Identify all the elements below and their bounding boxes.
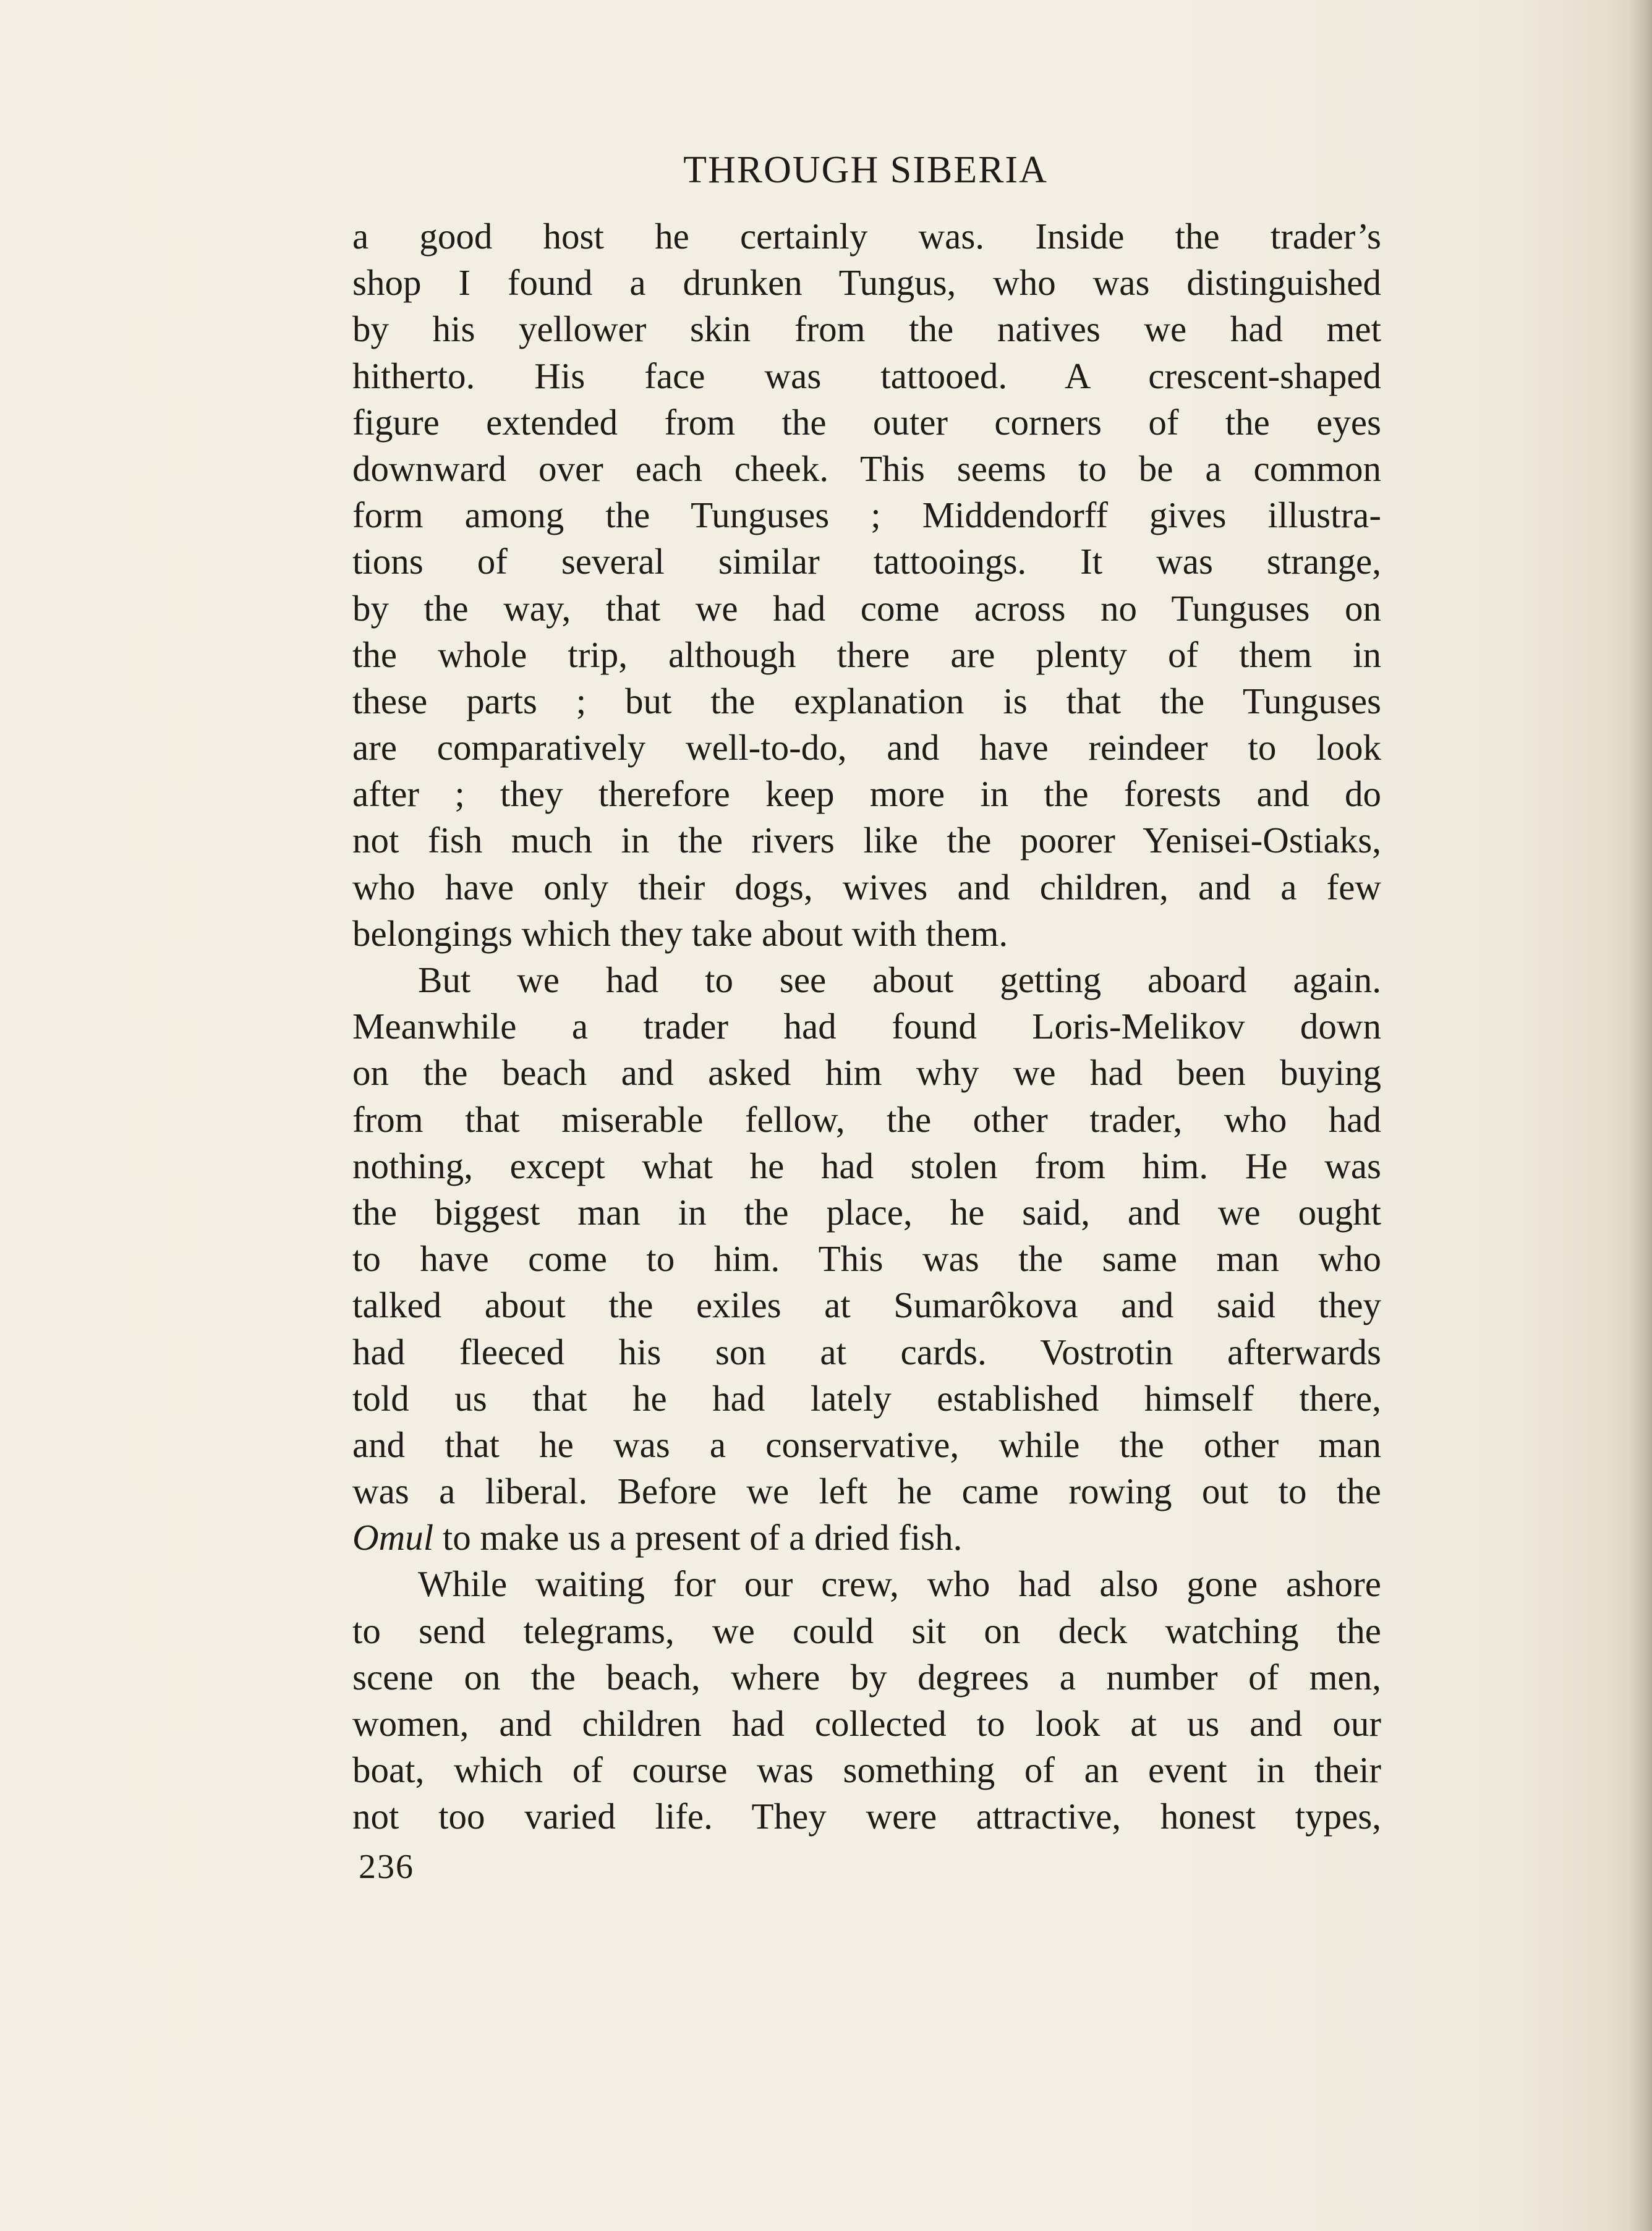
text-line: downward over each cheek. This seems to be a common (352, 448, 1381, 489)
text-line: are comparatively well-to-do, and have reindeer to look (352, 727, 1381, 768)
text-line: While waiting for our crew, who had also gone ashore (418, 1563, 1381, 1605)
text-line: shop I found a drunken Tungus, who was distinguished (352, 262, 1381, 304)
text-line: But we had to see about getting aboard again. (418, 959, 1381, 1000)
text-line: women, and children had collected to look at us and our (352, 1703, 1381, 1744)
text-line: by the way, that we had come across no Tunguses on (352, 587, 1381, 629)
text-line (352, 1515, 1381, 1561)
text-line: boat, which of course was something of an event in their (352, 1749, 1381, 1791)
text-line: scene on the beach, where by degrees a number of men, (352, 1656, 1381, 1698)
page-number: 236 (359, 1848, 414, 1886)
text-line: hitherto. His face was tattooed. A crescent-shaped (352, 355, 1381, 396)
text-line: the whole trip, although there are plenty of them in (352, 634, 1381, 675)
text-line: told us that he had lately established himself there, (352, 1377, 1381, 1419)
text-line: the biggest man in the place, he said, and we ought (352, 1191, 1381, 1233)
running-head: THROUGH SIBERIA (683, 149, 1048, 191)
text-line: talked about the exiles at Sumarôkova and said they (352, 1285, 1381, 1326)
text-line: to send telegrams, we could sit on deck watching the (352, 1610, 1381, 1651)
text-line: form among the Tunguses ; Middendorff gives illustra- (352, 495, 1381, 536)
text-line-rest: to make us a present of a dried fish. (433, 1517, 963, 1558)
text-line: Meanwhile a trader had found Loris-Melikov down (352, 1006, 1381, 1047)
spine-shadow (1627, 0, 1652, 2231)
text-line: by his yellower skin from the natives we had met (352, 308, 1381, 350)
text-line: figure extended from the outer corners of the eyes (352, 401, 1381, 443)
text-line: a good host he certainly was. Inside the trader’s (352, 216, 1381, 257)
text-line: these parts ; but the explanation is that the Tunguses (352, 680, 1381, 721)
text-line: on the beach and asked him why we had been buying (352, 1052, 1381, 1094)
text-line: who have only their dogs, wives and children, and a few (352, 866, 1381, 907)
body-text (352, 213, 1381, 1840)
text-line: belongings which they take about with them. (352, 912, 1008, 954)
text-line: tions of several similar tattooings. It was strange, (352, 541, 1381, 582)
text-line: not too varied life. They were attractive, honest types, (352, 1796, 1381, 1837)
text-line: to have come to him. This was the same man who (352, 1238, 1381, 1280)
text-line: nothing, except what he had stolen from him. He was (352, 1145, 1381, 1186)
text-line: had fleeced his son at cards. Vostrotin afterwards (352, 1331, 1381, 1372)
ship-name: Omul (352, 1517, 434, 1558)
text-line: after ; they therefore keep more in the forests and do (352, 773, 1381, 815)
text-line: was a liberal. Before we left he came rowing out to the (352, 1471, 1381, 1512)
text-line: and that he was a conservative, while the other man (352, 1424, 1381, 1465)
text-line: not fish much in the rivers like the poorer Yenisei-Ostiaks, (352, 820, 1381, 861)
text-line: from that miserable fellow, the other trader, who had (352, 1099, 1381, 1140)
